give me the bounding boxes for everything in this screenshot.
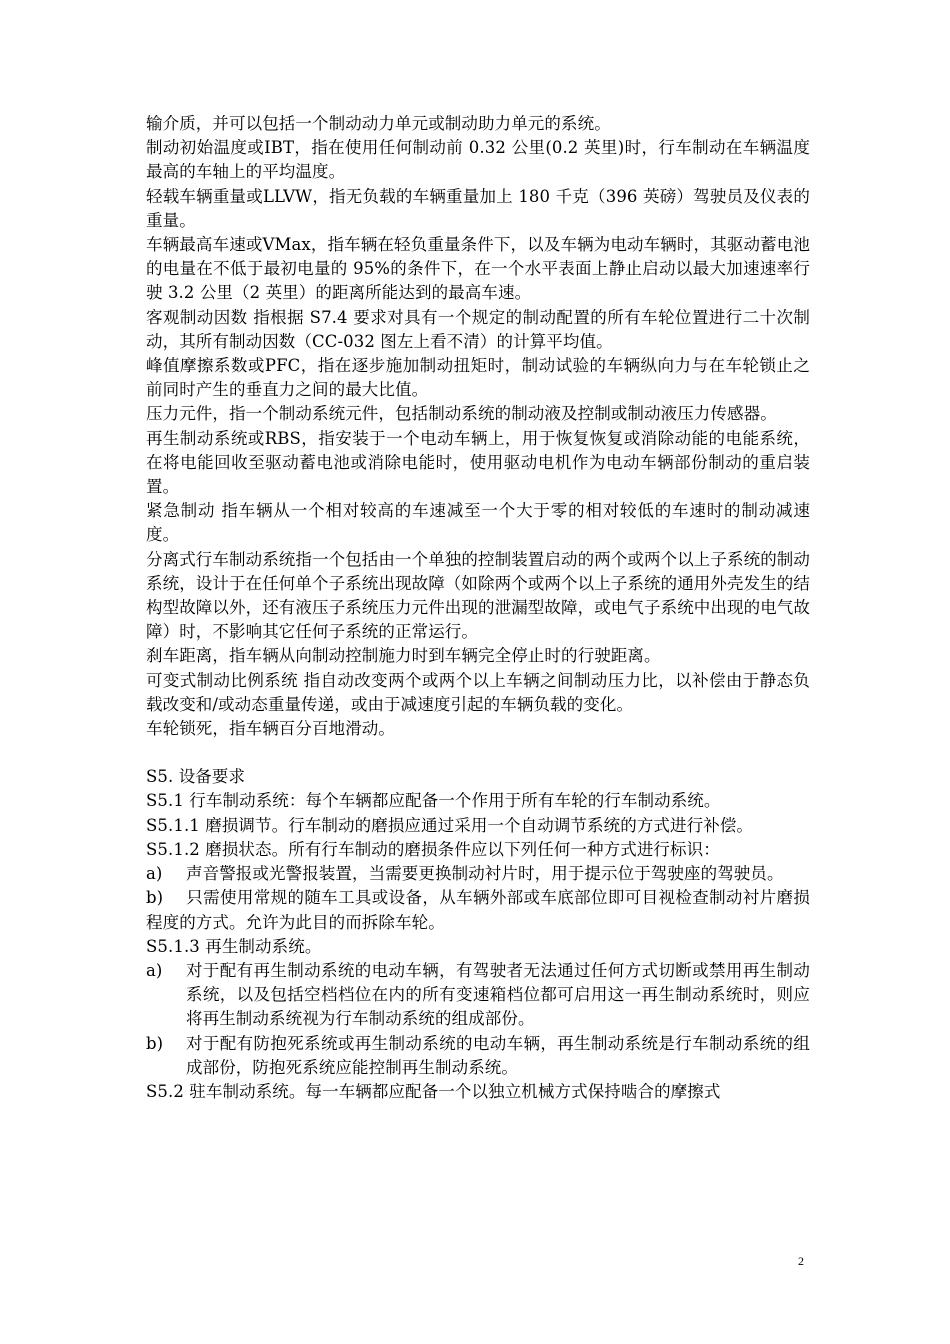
paragraph: 输介质，并可以包括一个制动动力单元或制动助力单元的系统。 xyxy=(146,114,611,133)
section-heading: S5. 设备要求 xyxy=(146,767,246,787)
clause-s5-2: S5.2 驻车制动系统。每一车辆都应配备一个以独立机械方式保持啮合的摩擦式 xyxy=(146,1081,721,1101)
item-text: 对于配有防抱死系统或再生制动系统的电动车辆，再生制动系统是行车制动系统的组成部份，防抱死系统应能控制再生制动系统。 xyxy=(186,1033,810,1077)
paragraph: 峰值摩擦系数或PFC，指在逐步施加制动扭矩时，制动试验的车辆纵向力与在车轮锁止之前同时产生的垂直力之间的最大比值。 xyxy=(146,356,810,400)
paragraph: 分离式行车制动系统指一个包括由一个单独的控制装置启动的两个或两个以上子系统的制动系统，设计于在任何单个子系统出现故障（如除两个或两个以上子系统的通用外壳发生的结构型故障以外，还有液压子系统压力元件出现的泄漏型故障，或电气子系统中出现的电气故障）时，不影响其它任何子系统的正常运行。 xyxy=(146,549,810,642)
paragraph: 紧急制动 指车辆从一个相对较高的车速减至一个大于零的相对较低的车速时的制动减速度。 xyxy=(146,501,810,545)
page-number: 2 xyxy=(798,1254,804,1268)
paragraph: 车轮锁死，指车辆百分百地滑动。 xyxy=(146,719,395,739)
section-spacer xyxy=(146,741,810,765)
clause-s5-1-3-b xyxy=(146,1032,810,1080)
item-text: 对于配有再生制动系统的电动车辆，有驾驶者无法通过任何方式切断或禁用再生制动系统，以及包括空档档位在内的所有变速箱档位都可启用这一再生制动系统时，则应将再生制动系统视为行车制动系统的组成部份。 xyxy=(186,960,810,1029)
page-content xyxy=(146,112,810,1104)
clause-s5-1: S5.1 行车制动系统：每个车辆都应配备一个作用于所有车轮的行车制动系统。 xyxy=(146,791,721,811)
paragraph: 刹车距离，指车辆从向制动控制施力时到车辆完全停止时的行驶距离。 xyxy=(146,646,661,666)
item-marker: a) xyxy=(146,864,163,884)
item-text: 只需使用常规的随车工具或设备，从车辆外部或车底部位即可目视检查制动衬片磨损程度的方式。允许为此目的而拆除车轮。 xyxy=(146,888,810,932)
paragraph: 压力元件，指一个制动系统元件，包括制动系统的制动液及控制或制动液压力传感器。 xyxy=(146,404,777,424)
paragraph: 轻载车辆重量或LLVW，指无负载的车辆重量加上 180 千克（396 英磅）驾驶员及仪表的重量。 xyxy=(146,186,810,230)
clause-s5-1-1: S5.1.1 磨损调节。行车制动的磨损应通过采用一个自动调节系统的方式进行补偿。 xyxy=(146,815,754,835)
clause-s5-1-3-a xyxy=(146,959,810,1032)
paragraph: 可变式制动比例系统 指自动改变两个或两个以上车辆之间制动压力比，以补偿由于静态负载改变和/或动态重量传递，或由于减速度引起的车辆负载的变化。 xyxy=(146,670,810,714)
item-text: 声音警报或光警报装置，当需要更换制动衬片时，用于提示位于驾驶座的驾驶员。 xyxy=(186,864,784,884)
item-marker: b) xyxy=(146,1033,164,1053)
paragraph: 制动初始温度或IBT，指在使用任何制动前 0.32 公里(0.2 英里)时，行车制动在车辆温度最高的车轴上的平均温度。 xyxy=(146,138,810,182)
clause-s5-1-2-b xyxy=(146,886,810,934)
clause-s5-1-3: S5.1.3 再生制动系统。 xyxy=(146,936,322,956)
clause-s5-1-2-a xyxy=(146,862,810,886)
paragraph: 再生制动系统或RBS，指安装于一个电动车辆上，用于恢复恢复或消除动能的电能系统，在将电能回收至驱动蓄电池或消除电能时，使用驱动电机作为电动车辆部份制动的重启装置。 xyxy=(146,428,810,497)
clause-s5-1-2: S5.1.2 磨损状态。所有行车制动的磨损条件应以下列任何一种方式进行标识： xyxy=(146,839,720,859)
paragraph: 车辆最高车速或VMax，指车辆在轻负重量条件下，以及车辆为电动车辆时，其驱动蓄电池的电量在不低于最初电量的 95%的条件下，在一个水平表面上静止启动以最大加速速率行驶 3.2 公里（2 英里）的距离所能达到的最高车速。 xyxy=(146,235,810,303)
paragraph: 客观制动因数 指根据 S7.4 要求对具有一个规定的制动配置的所有车轮位置进行二十次制动，其所有制动因数（CC-032 图左上看不清）的计算平均值。 xyxy=(146,307,810,351)
item-marker: a) xyxy=(146,960,163,980)
item-marker: b) xyxy=(146,888,164,908)
